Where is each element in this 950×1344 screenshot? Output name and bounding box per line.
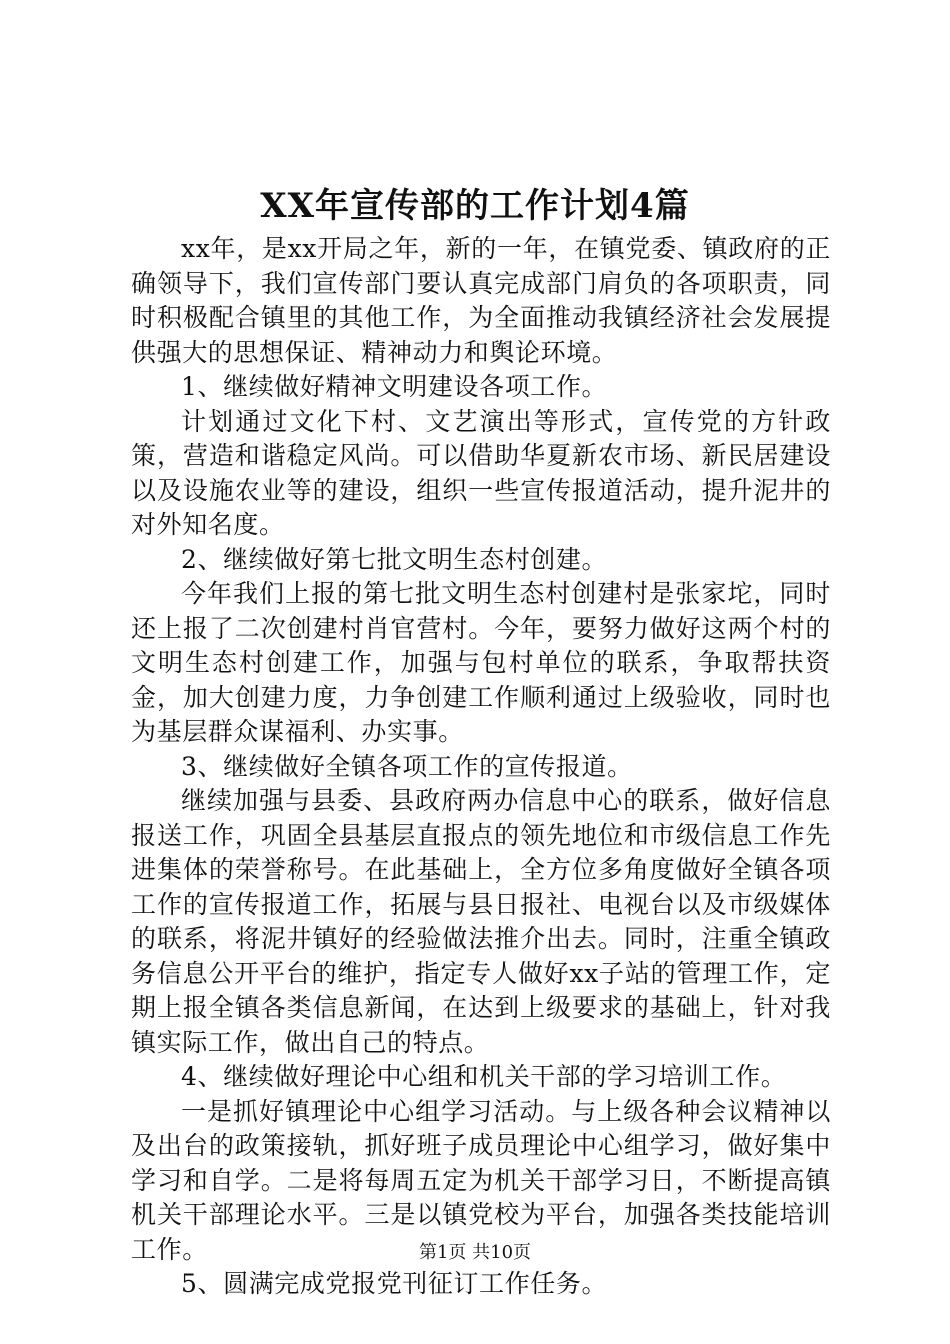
section-heading-1: 1、继续做好精神文明建设各项工作。: [181, 372, 608, 401]
paragraph-section-4: 一是抓好镇理论中心组学习活动。与上级各种会议精神以及出台的政策接轨，抓好班子成员理论中心组学习，做好集中学习和自学。二是将每周五定为机关干部学习日，不断提高镇机关干部理论水平。三是以镇党校为平台，加强各类技能培训工作。: [131, 1096, 831, 1264]
paragraph-section-3: 继续加强与县委、县政府两办信息中心的联系，做好信息报送工作，巩固全县基层直报点的领先地位和市级信息工作先进集体的荣誉称号。在此基础上，全方位多角度做好全镇各项工作的宣传报道工作，拓展与县日报社、电视台以及市级媒体的联系，将泥井镇好的经验做法推介出去。同时，注重全镇政务信息公开平台的维护，指定专人做好xx子站的管理工作，定期上报全镇各类信息新闻，在达到上级要求的基础上，针对我镇实际工作，做出自己的特点。: [131, 786, 831, 1057]
section-heading-5: 5、圆满完成党报党刊征订工作任务。: [181, 1269, 608, 1298]
section-heading-4: 4、继续做好理论中心组和机关干部的学习培训工作。: [181, 1062, 787, 1091]
document-body: [131, 232, 831, 1302]
page-footer: 第1页 共10页: [418, 1242, 532, 1263]
paragraph-intro: xx年，是xx开局之年，新的一年，在镇党委、镇政府的正确领导下，我们宣传部门要认真完成部门肩负的各项职责，同时积极配合镇里的其他工作，为全面推动我镇经济社会发展提供强大的思想保证、精神动力和舆论环境。: [131, 234, 831, 367]
section-heading-2: 2、继续做好第七批文明生态村创建。: [181, 544, 608, 574]
paragraph-section-1: 计划通过文化下村、文艺演出等形式，宣传党的方针政策，营造和谐稳定风尚。可以借助华夏新农市场、新民居建设以及设施农业等的建设，组织一些宣传报道活动，提升泥井的对外知名度。: [131, 406, 831, 539]
section-heading-3: 3、继续做好全镇各项工作的宣传报道。: [181, 751, 633, 781]
document-title: XX年宣传部的工作计划4篇: [260, 186, 690, 226]
paragraph-section-2: 今年我们上报的第七批文明生态村创建村是张家坨，同时还上报了二次创建村肖官营村。今年，要努力做好这两个村的文明生态村创建工作，加强与包村单位的联系，争取帮扶资金，加大创建力度，力争创建工作顺利通过上级验收，同时也为基层群众谋福利、办实事。: [131, 579, 831, 746]
